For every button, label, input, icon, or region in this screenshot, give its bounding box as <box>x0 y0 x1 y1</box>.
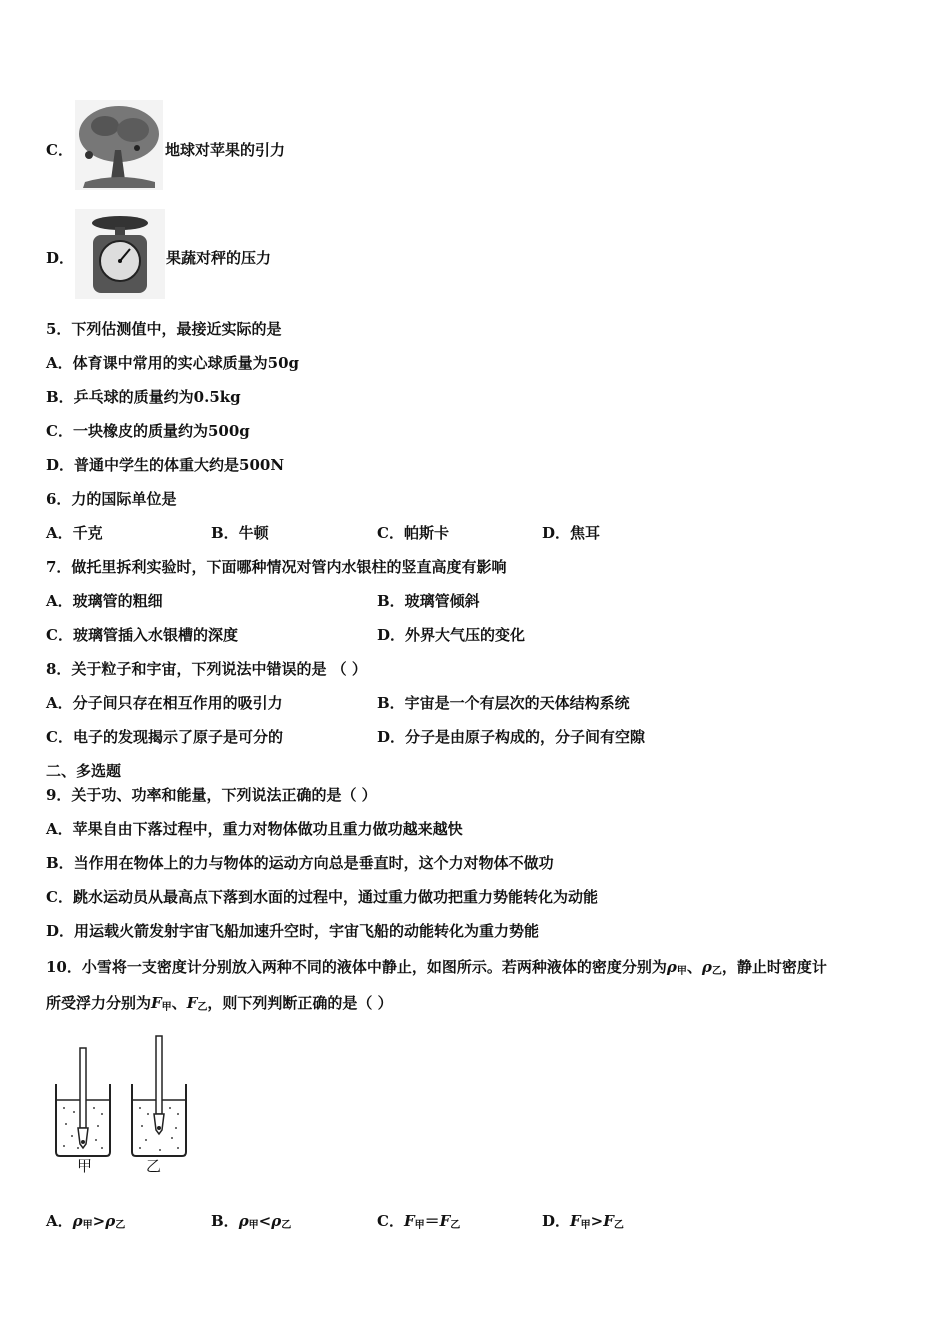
q8-stem: 8．关于粒子和宇宙，下列说法中错误的是 （ ） <box>46 660 367 678</box>
force-symbol: F <box>603 1212 614 1230</box>
sub-yi: 乙 <box>281 1220 292 1231</box>
rho-symbol: ρ <box>105 1212 116 1230</box>
force-symbol: F <box>439 1212 451 1230</box>
q6-option-d: D．焦耳 <box>542 524 601 542</box>
q4-option-d-letter: D． <box>46 249 75 267</box>
option-letter: C． <box>377 1212 404 1230</box>
hydrometer-figure <box>50 1032 200 1177</box>
q4-option-c-letter: C． <box>46 141 73 159</box>
option-letter: D． <box>542 1212 571 1230</box>
beaker-yi <box>132 1036 186 1156</box>
q7-stem: 7．做托里拆利实验时，下面哪种情况对管内水银柱的竖直高度有影响 <box>46 558 507 576</box>
q4-option-c-text: 地球对苹果的引力 <box>165 141 286 159</box>
q10-stem2-part-b: ，则下列判断正确的是（ ） <box>207 994 393 1012</box>
separator: 、 <box>171 994 187 1012</box>
rho-symbol: ρ <box>271 1212 282 1230</box>
q7-option-d: D．外界大气压的变化 <box>377 626 526 644</box>
q10-option-d <box>542 1211 624 1236</box>
q5-option-c: C．一块橡皮的质量约为500g <box>46 422 250 440</box>
q10-option-a <box>46 1211 125 1236</box>
q10-stem2-part-a: 所受浮力分别为 <box>46 994 152 1012</box>
option-letter: B． <box>211 1212 239 1230</box>
sub-jia: 甲 <box>161 1002 172 1013</box>
apple-tree-image <box>75 100 163 190</box>
figure-label-jia: 甲 <box>77 1157 93 1175</box>
q10-stem1-part-b: ，静止时密度计 <box>721 958 827 976</box>
sub-jia: 甲 <box>82 1220 93 1231</box>
q6-stem: 6．力的国际单位是 <box>46 490 177 508</box>
rho-symbol: ρ <box>72 1212 83 1230</box>
scale-image <box>75 209 165 299</box>
q10-stem1-part-a: 10．小雪将一支密度计分别放入两种不同的液体中静止，如图所示。若两种液体的密度分别为 <box>46 958 667 976</box>
q5-option-a: A．体育课中常用的实心球质量为50g <box>46 354 300 372</box>
q10-option-c <box>377 1211 460 1236</box>
sub-yi: 乙 <box>711 966 722 977</box>
q9-option-b: B．当作用在物体上的力与物体的运动方向总是垂直时，这个力对物体不做功 <box>46 854 554 872</box>
operator: > <box>92 1212 106 1230</box>
sub-jia: 甲 <box>676 966 687 977</box>
force-symbol: F <box>186 994 198 1012</box>
q6-option-b: B．牛顿 <box>211 524 269 542</box>
sub-jia: 甲 <box>414 1220 425 1231</box>
option-letter: A． <box>46 1212 73 1230</box>
rho-symbol: ρ <box>666 958 677 976</box>
q5-stem: 5．下列估测值中，最接近实际的是 <box>46 320 282 338</box>
sub-jia: 甲 <box>580 1220 591 1231</box>
operator: ＝ <box>424 1212 440 1230</box>
figure-label-yi: 乙 <box>146 1157 162 1175</box>
operator: > <box>590 1212 604 1230</box>
q5-option-b: B．乒乓球的质量约为0.5kg <box>46 388 241 406</box>
operator: < <box>258 1212 272 1230</box>
sub-yi: 乙 <box>613 1220 624 1231</box>
q6-option-a: A．千克 <box>46 524 103 542</box>
q8-option-a: A．分子间只存在相互作用的吸引力 <box>46 694 283 712</box>
rho-symbol: ρ <box>238 1212 249 1230</box>
force-symbol: F <box>403 1212 415 1230</box>
q9-option-a: A．苹果自由下落过程中，重力对物体做功且重力做功越来越快 <box>46 820 463 838</box>
force-symbol: F <box>151 994 162 1012</box>
q9-stem: 9．关于功、功率和能量，下列说法正确的是（ ） <box>46 786 377 804</box>
q9-option-c: C．跳水运动员从最高点下落到水面的过程中，通过重力做功把重力势能转化为动能 <box>46 888 598 906</box>
beaker-jia <box>56 1048 110 1156</box>
q10-option-b <box>211 1211 291 1236</box>
sub-yi: 乙 <box>450 1220 461 1231</box>
q7-option-a: A．玻璃管的粗细 <box>46 592 163 610</box>
q4-option-d-text: 果蔬对秤的压力 <box>166 249 272 267</box>
q8-option-c: C．电子的发现揭示了原子是可分的 <box>46 728 283 746</box>
q8-option-d: D．分子是由原子构成的，分子间有空隙 <box>377 728 646 746</box>
q5-option-d: D．普通中学生的体重大约是500N <box>46 456 285 474</box>
sub-yi: 乙 <box>197 1002 208 1013</box>
q6-option-c: C．帕斯卡 <box>377 524 449 542</box>
q7-option-c: C．玻璃管插入水银槽的深度 <box>46 626 238 644</box>
force-symbol: F <box>570 1212 581 1230</box>
q9-option-d: D．用运载火箭发射宇宙飞船加速升空时，宇宙飞船的动能转化为重力势能 <box>46 922 540 940</box>
rho-symbol: ρ <box>701 958 712 976</box>
q10-stem-line1 <box>46 957 827 982</box>
q7-option-b: B．玻璃管倾斜 <box>377 592 480 610</box>
q10-stem-line2 <box>46 993 393 1018</box>
sub-jia: 甲 <box>248 1220 259 1231</box>
separator: 、 <box>686 958 702 976</box>
section-heading-multiple-choice: 二、多选题 <box>46 762 122 780</box>
q8-option-b: B．宇宙是一个有层次的天体结构系统 <box>377 694 630 712</box>
sub-yi: 乙 <box>115 1220 126 1231</box>
